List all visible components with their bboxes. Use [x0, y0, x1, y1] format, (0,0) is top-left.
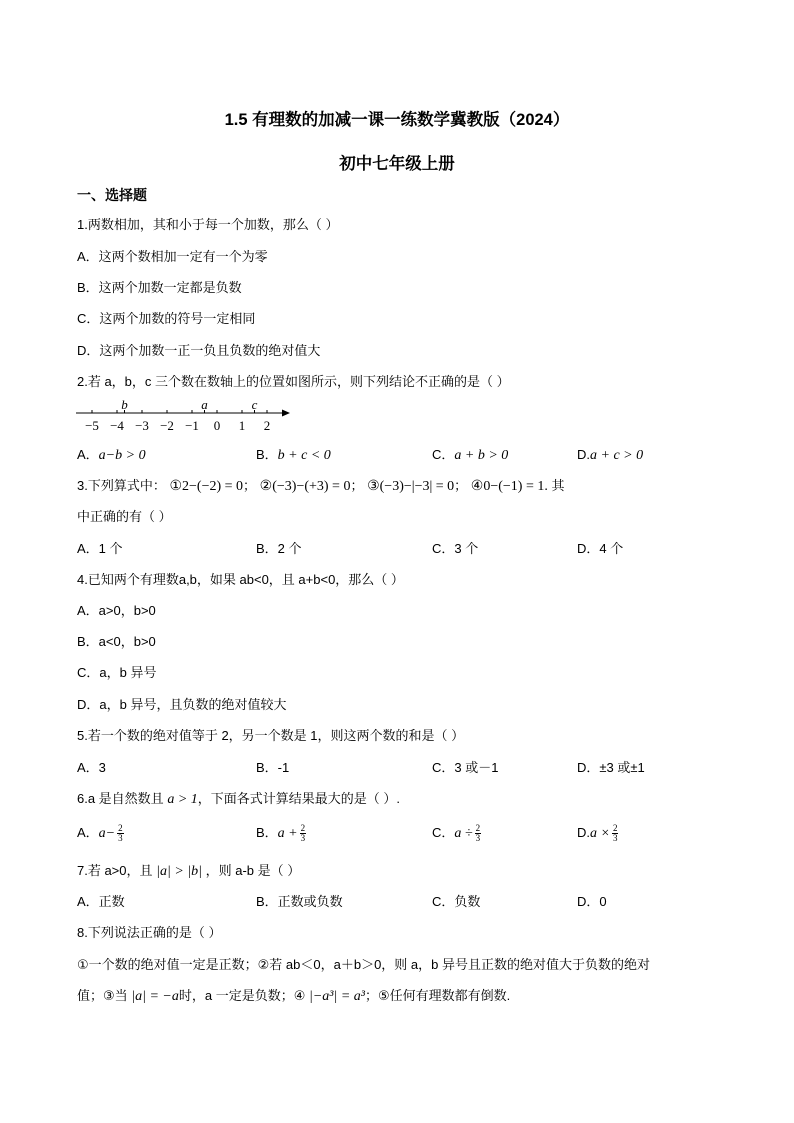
q2-stem: 2.若 a，b，c 三个数在数轴上的位置如图所示，则下列结论不正确的是（ ）	[77, 374, 510, 389]
q6-option-c: C．a ÷ $\frac{2}{3}$	[432, 823, 481, 844]
q2-number-line	[70, 396, 300, 436]
fraction-two-thirds: $\frac{2}{3}$	[118, 823, 123, 844]
q7-option-d: D．0	[577, 894, 607, 909]
q8-stem: 8.下列说法正确的是（ ）	[77, 925, 222, 940]
q6-option-d: D.a × $\frac{2}{3}$	[577, 823, 618, 844]
q1-option-b: B．这两个加数一定都是负数	[77, 280, 242, 295]
q4-option-d: D．a，b 异号，且负数的绝对值较大	[77, 697, 287, 712]
q6-option-b: B．a + $\frac{2}{3}$	[256, 823, 306, 844]
q2-option-c: C．a + b > 0	[432, 447, 509, 463]
q5-option-d: D．±3 或±1	[577, 760, 645, 775]
q4-option-a: A．a>0，b>0	[77, 603, 156, 618]
q3-option-a: A．1 个	[77, 541, 123, 556]
number-line-point-label-a: a	[201, 397, 208, 412]
q7-stem: 7.若 a>0，且 |a| > |b| ，则 a-b 是（ ）	[77, 863, 301, 879]
q8-line1: ①一个数的绝对值一定是正数；②若 ab＜0，a＋b＞0，则 a，b 异号且正数的绝对值大于负数的绝对	[77, 957, 650, 972]
q1-option-a: A．这两个数相加一定有一个为零	[77, 249, 268, 264]
q3-stem-line2: 中正确的有（ ）	[77, 509, 172, 524]
fraction-two-thirds: $\frac{2}{3}$	[300, 823, 306, 844]
number-line-tick-label: −4	[110, 418, 124, 433]
q7-option-b: B．正数或负数	[256, 894, 343, 909]
q3-stem: 3.下列算式中： ①2−(−2) = 0； ②(−3)−(+3) = 0； ③(−3)−|−3| = 0； ④0−(−1) = 1. 其	[77, 478, 565, 494]
q8-line2: 值；③当 |a| = −a时，a 一定是负数；④ |−a³| = a³；⑤任何有理数都有倒数.	[77, 988, 511, 1004]
q3-option-c: C．3 个	[432, 541, 479, 556]
fraction-two-thirds: $\frac{2}{3}$	[612, 823, 618, 844]
q7-option-a: A．正数	[77, 894, 125, 909]
q3-expr-2: ②(−3)−(+3) = 0	[259, 479, 351, 494]
q4-stem: 4.已知两个有理数a,b，如果 ab<0，且 a+b<0，那么（ ）	[77, 572, 404, 587]
q7-option-c: C．负数	[432, 894, 481, 909]
number-line-point-label-b: b	[121, 397, 128, 412]
q4-option-c: C．a，b 异号	[77, 665, 157, 680]
section-heading: 一、选择题	[77, 187, 147, 203]
q6-stem: 6.a 是自然数且 a > 1，下面各式计算结果最大的是（ ）.	[77, 791, 400, 807]
number-line-arrow	[282, 410, 290, 417]
q2-option-b: B．b + c < 0	[256, 447, 331, 463]
q1-option-c: C．这两个加数的符号一定相同	[77, 311, 256, 326]
number-line-tick-label: −1	[185, 418, 199, 433]
q3-expr-3: ③(−3)−|−3| = 0	[367, 479, 455, 494]
q5-option-c: C．3 或－1	[432, 760, 499, 775]
fraction-two-thirds: $\frac{2}{3}$	[475, 823, 481, 844]
number-line-tick-label: 2	[263, 418, 271, 433]
q2-option-d: D.a + c > 0	[577, 447, 644, 463]
q3-option-d: D．4 个	[577, 541, 624, 556]
q3-expr-1: ①2−(−2) = 0	[169, 479, 244, 494]
document-title: 1.5 有理数的加减一课一练数学冀教版（2024）	[224, 111, 570, 129]
q3-option-b: B．2 个	[256, 541, 302, 556]
document-subtitle: 初中七年级上册	[339, 155, 455, 173]
q6-option-a: A．a− $\frac{2}{3}$	[77, 823, 123, 844]
q2-option-a: A．a−b > 0	[77, 447, 146, 463]
q1-option-d: D．这两个加数一正一负且负数的绝对值大	[77, 343, 321, 358]
number-line-point-label-c: c	[251, 397, 258, 412]
number-line-tick-label: −2	[160, 418, 174, 433]
number-line-tick-label: −3	[135, 418, 149, 433]
number-line-tick-label: −5	[85, 418, 99, 433]
q3-expr-4: ④0−(−1) = 1.	[470, 479, 548, 494]
q1-stem: 1.两数相加，其和小于每一个加数，那么（ ）	[77, 217, 339, 232]
q5-option-b: B．-1	[256, 760, 290, 775]
number-line-tick-label: 0	[213, 418, 221, 433]
q5-stem: 5.若一个数的绝对值等于 2，另一个数是 1，则这两个数的和是（ ）	[77, 728, 465, 743]
q5-option-a: A．3	[77, 760, 106, 775]
q4-option-b: B．a<0，b>0	[77, 634, 156, 649]
number-line-tick-label: 1	[238, 418, 246, 433]
